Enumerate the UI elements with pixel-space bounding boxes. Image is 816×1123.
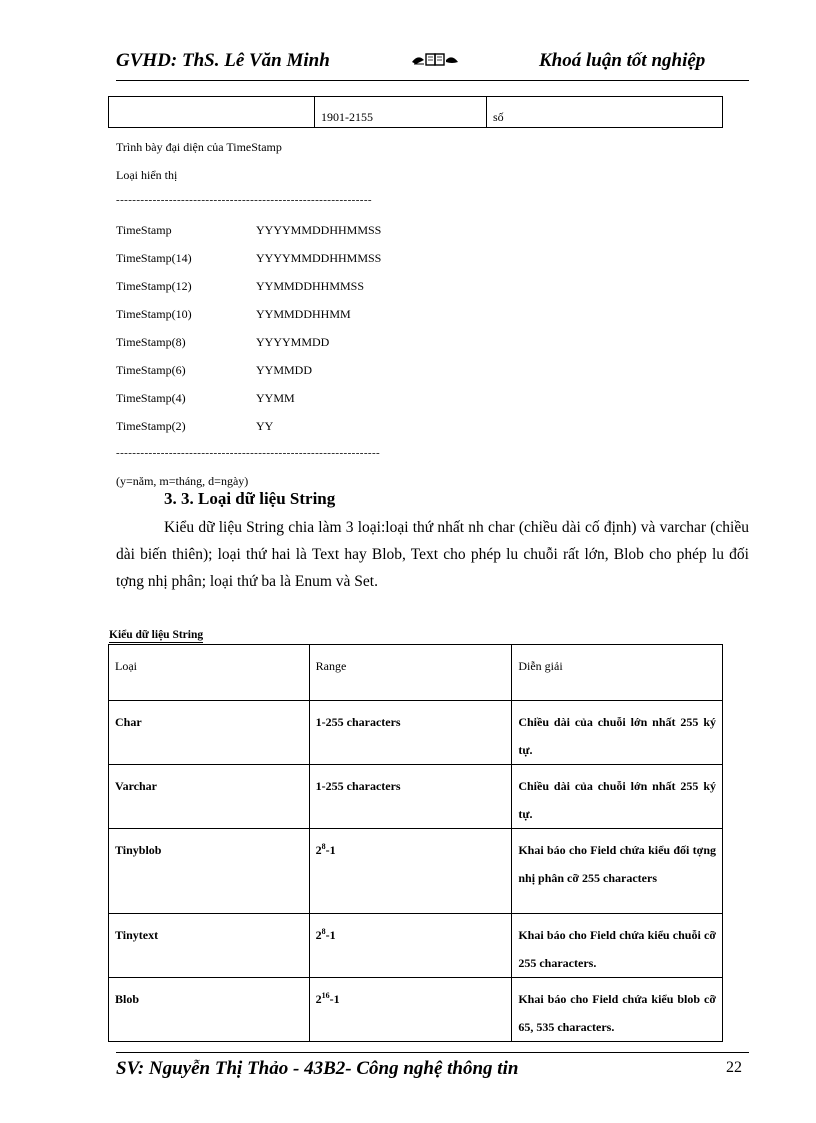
section-paragraph: Kiểu dữ liệu String chia làm 3 loại:loại thứ nhất nh char (chiều dài cố định) và varchar (chiều dài biến thiên); loại thứ hai là Text hay Blob, Text cho phép lu chuỗi rất lớn, Blob cho phép lu đối tợng nhị phân; loại thứ ba là Enum và Set. [116,519,749,590]
type-cell: Tinytext [109,914,310,978]
range-cell [309,701,512,765]
footer-divider [116,1052,749,1053]
table-cell: 1901-2155 [315,97,487,128]
table-caption: Kiểu dữ liệu String [109,629,204,641]
timestamp-format: YY [256,419,274,433]
timestamp-name: TimeStamp(4) [116,391,186,405]
timestamp-format: YYMMDDHHMMSS [256,279,365,293]
description-text: Khai báo cho Field chứa kiểu blob cỡ 65, 535 characters. [518,992,716,1034]
timestamp-name: TimeStamp(6) [116,363,186,377]
timestamp-format: YYYYMMDDHHMMSS [256,251,382,265]
type-cell: Tinyblob [109,829,310,914]
type-cell: Varchar [109,765,310,829]
separator-line: ----------------------------------------------------------------- [116,447,381,459]
range-base: 1-255 characters [315,779,401,793]
date-legend: (y=năm, m=tháng, d=ngày) [116,474,249,488]
book-ornament-icon [410,50,460,70]
section-title: 3. 3. Loại dữ liệu String [164,489,336,508]
desc-cell [512,914,723,978]
range-tail: -1 [329,992,340,1006]
desc-cell [512,765,723,829]
timestamp-name: TimeStamp(14) [116,251,192,265]
timestamp-name: TimeStamp(2) [116,419,186,433]
timestamp-format: YYMMDDHHMM [256,307,351,321]
range-base: 2 [315,992,322,1006]
table-header-row [109,645,723,701]
table-row [109,701,723,765]
desc-cell [512,978,723,1042]
desc-cell [512,829,723,914]
column-header: Diễn giải [512,645,723,701]
table-row [109,978,723,1042]
table-row [109,97,723,128]
range-cell [309,978,512,1042]
type-cell: Blob [109,978,310,1042]
range-exponent: 8 [321,842,326,851]
string-types-table [108,644,723,1042]
range-base: 2 [315,928,322,942]
description-text: Khai báo cho Field chứa kiểu chuỗi cỡ 255 characters. [518,928,716,970]
page-number: 22 [726,1059,742,1076]
header-divider [116,80,749,81]
table-row [109,829,723,914]
range-cell [309,914,512,978]
timestamp-format: YYMM [256,391,295,405]
timestamp-name: TimeStamp(10) [116,307,192,321]
timestamp-format: YYYYMMDD [256,335,330,349]
timestamp-name: TimeStamp [116,223,172,237]
range-cell [309,829,512,914]
header-thesis-label: Khoá luận tốt nghiệp [539,50,706,71]
timestamp-name: TimeStamp(12) [116,279,192,293]
column-header: Range [309,645,512,701]
top-partial-table [108,96,723,128]
separator-line: --------------------------------------------------------------- [116,194,372,206]
timestamp-format: YYMMDD [256,363,313,377]
description-text: Khai báo cho Field chứa kiểu đối tợng nhị phân cỡ 255 characters [518,843,716,885]
table-cell: số [487,97,723,128]
description-text: Chiều dài của chuỗi lớn nhất 255 ký tự. [518,779,716,821]
timestamp-intro: Trình bày đại diện của TimeStamp [116,140,282,154]
footer-student: SV: Nguyễn Thị Thảo - 43B2- Công nghệ thông tin [116,1058,519,1079]
table-cell [109,97,315,128]
range-base: 2 [315,843,322,857]
range-base: 1-255 characters [315,715,401,729]
description-text: Chiều dài của chuỗi lớn nhất 255 ký tự. [518,715,716,757]
header-advisor: GVHD: ThS. Lê Văn Minh [116,50,330,71]
range-tail: -1 [325,843,336,857]
timestamp-name: TimeStamp(8) [116,335,186,349]
column-header: Loại [109,645,310,701]
range-exponent: 16 [321,991,330,1000]
type-cell: Char [109,701,310,765]
table-row [109,914,723,978]
timestamp-format: YYYYMMDDHHMMSS [256,223,382,237]
desc-cell [512,701,723,765]
range-cell [309,765,512,829]
table-row [109,765,723,829]
range-exponent: 8 [321,927,326,936]
range-tail: -1 [325,928,336,942]
display-label: Loại hiển thị [116,168,178,182]
